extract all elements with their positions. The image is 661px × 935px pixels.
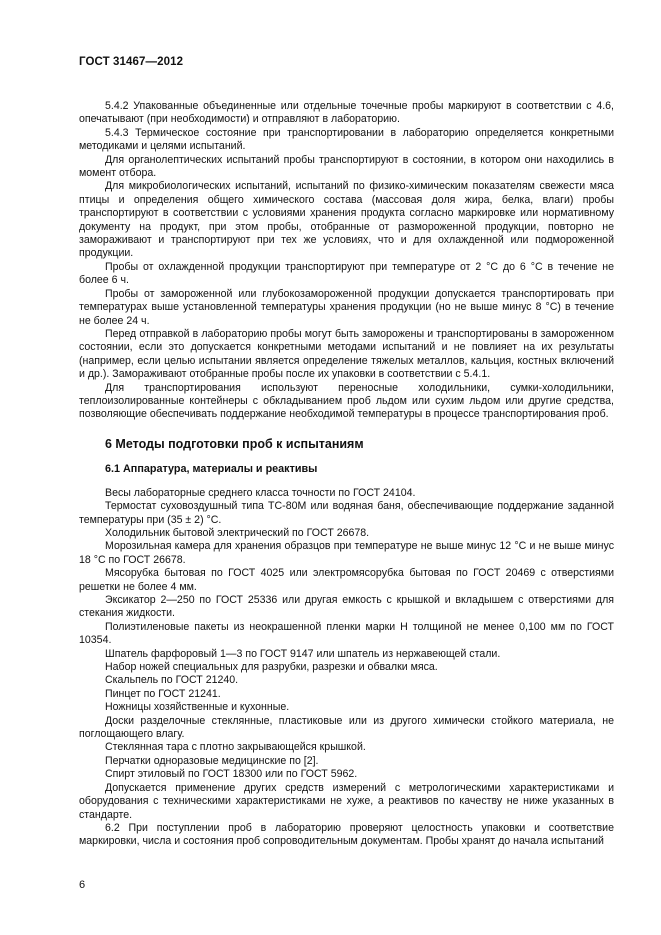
paragraph: Полиэтиленовые пакеты из неокрашенной пленки марки Н толщиной не менее 0,100 мм по ГОСТ 10354. — [79, 620, 614, 647]
paragraph: Эксикатор 2—250 по ГОСТ 25336 или другая емкость с крышкой и вкладышем с отверстиями для стекания жидкости. — [79, 594, 614, 620]
page-body — [79, 100, 614, 849]
paragraph: Мясорубка бытовая по ГОСТ 4025 или электромясорубка бытовая по ГОСТ 20469 с отверстиями решетки не более 4 мм. — [79, 567, 614, 593]
paragraph: 6.2 При поступлении проб в лабораторию проверяют целостность упаковки и соответствие маркировки, числа и состояния проб сопроводительным документам. Пробы хранят до начала испытаний — [79, 821, 614, 848]
paragraph: Шпатель фарфоровый 1—3 по ГОСТ 9147 или шпатель из нержавеющей стали. — [105, 647, 501, 660]
paragraph: Пробы от охлажденной продукции транспортируют при температуре от 2 °С до 6 °С в течение не более 6 ч. — [79, 260, 614, 287]
paragraph: Холодильник бытовой электрический по ГОСТ 26678. — [105, 526, 370, 539]
section-title: 6 Методы подготовки проб к испытаниям — [105, 436, 364, 451]
paragraph: Доски разделочные стеклянные, пластиковые или из другого химически стойкого материала, не поглощающего влагу. — [79, 714, 614, 741]
section-5-4-text — [79, 100, 614, 422]
paragraph: Стеклянная тара с плотно закрывающейся крышкой. — [105, 741, 366, 754]
page-number: 6 — [79, 879, 86, 891]
paragraph: Для микробиологических испытаний, испытаний по физико-химическим показателям свежести мяса птицы и определения общего химического состава (массовая доля жира, белка, влаги) пробы транспортируют в соответствии с условиями хранения продукта согласно маркировке или нормативному документу на продукт, при этом пробы, отобранные от размороженной продукции, повторно не замораживают и транспортируют при тех же условиях, что и для охлажденной или подмороженной продукции. — [79, 180, 614, 260]
paragraph: Допускается применение других средств измерений с метрологическими характеристиками и оборудования с техническими характеристиками не хуже, а реактивов по качеству не ниже указанных в стандарте. — [79, 781, 614, 821]
paragraph: Для органолептических испытаний пробы транспортируют в состоянии, в котором они находились в момент отбора. — [79, 153, 614, 180]
paragraph: 5.4.2 Упакованные объединенные или отдельные точечные пробы маркируют в соответствии с 4.6, опечатывают (при необходимости) и отправляют в лабораторию. — [79, 100, 614, 126]
document-header: ГОСТ 31467—2012 — [79, 56, 184, 68]
paragraph: Скальпель по ГОСТ 21240. — [105, 674, 239, 687]
paragraph: Термостат суховоздушный типа ТС-80М или водяная баня, обеспечивающие поддержание заданной температуры при (35 ± 2) °С. — [79, 500, 614, 526]
paragraph: Для транспортирования используют переносные холодильники, сумки-холодильники, теплоизолированные контейнеры с обкладыванием проб льдом или сухим льдом или другие средства, позволяющие обеспечивать поддержание необходимой температуры в процессе транспортирования проб. — [79, 381, 614, 421]
paragraph: Морозильная камера для хранения образцов при температуре не выше минус 12 °С и не выше минус 18 °С по ГОСТ 26678. — [79, 540, 614, 566]
paragraph: 5.4.3 Термическое состояние при транспортировании в лабораторию определяется конкретными методиками и целями испытаний. — [79, 126, 614, 153]
paragraph: Перед отправкой в лабораторию пробы могут быть заморожены и транспортированы в замороженном состоянии, если это допускается конкретными методами испытаний и не повлияет на их результаты (например, если целью испытании является определение тяжелых металлов, кальция, костных включений и др.). Замораживают отобранные пробы после их упаковки в соответствии с 5.4.1. — [79, 327, 614, 381]
paragraph: Перчатки одноразовые медицинские по [2]. — [105, 754, 319, 767]
paragraph: Спирт этиловый по ГОСТ 18300 или по ГОСТ 5962. — [105, 768, 358, 781]
section-6-1-text — [79, 487, 614, 849]
subsection-title: 6.1 Аппаратура, материалы и реактивы — [105, 462, 318, 475]
paragraph: Пинцет по ГОСТ 21241. — [105, 687, 221, 700]
paragraph: Набор ножей специальных для разрубки, разрезки и обвалки мяса. — [105, 661, 438, 674]
paragraph: Ножницы хозяйственные и кухонные. — [105, 701, 290, 714]
paragraph: Весы лабораторные среднего класса точности по ГОСТ 24104. — [105, 486, 416, 499]
paragraph: Пробы от замороженной или глубокозамороженной продукции допускается транспортировать при температурах выше установленной температуры хранения продукции (но не выше минус 8 °С) в течение не более 24 ч. — [79, 287, 614, 327]
